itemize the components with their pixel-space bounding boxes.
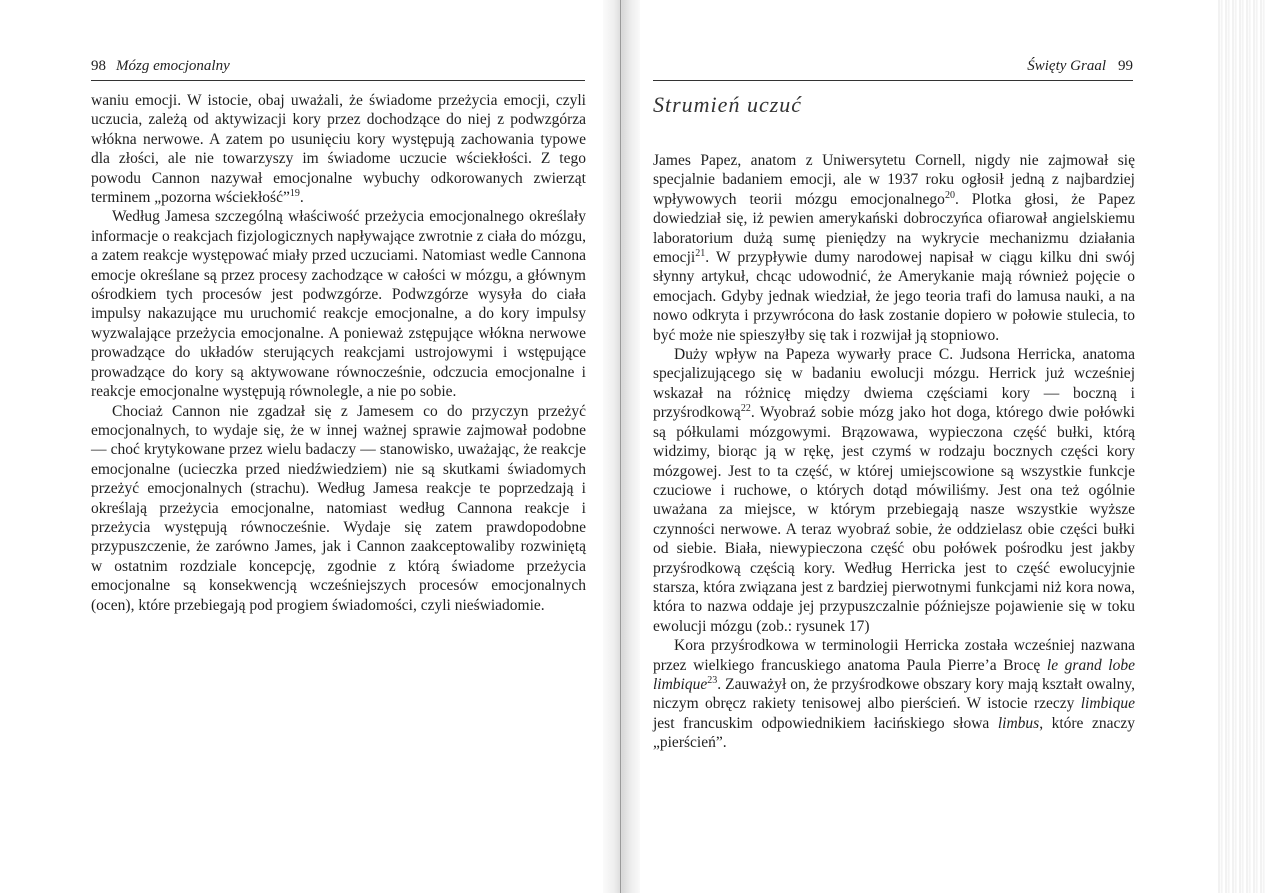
right-page-number: 99: [1118, 58, 1133, 74]
left-body-text: [91, 91, 586, 615]
paragraph: Duży wpływ na Papeza wywarły prace C. Judsona Herricka, anatoma specjalizującego się w badaniu ewolucji mózgu. Herrick już wcześniej wskazał na różnicę między dwiema częściami kory — boczną i przyśrodkową$^{22}$. Wyobraź sobie mózg jako hot doga, którego dwie połówki są półkulami mózgowymi. Brązowawa, wypieczona część bułki, którą widzimy, biorąc ją w rękę, jest czymś w rodzaju bocznych części kory mózgowej. Jest to ta część, w której umiejscowione są wszystkie funkcje czuciowe i ruchowe, o których dotąd mówiliśmy. Jest ona też ogólnie uważana za miejsce, w którym przebiegają nasze wszystkie wyższe czynności nerwowe. A teraz wyobraź sobie, że oddzielasz obie części bułki od siebie. Biała, niewypieczona część obu połówek pośrodku jest jakby przyśrodkową częścią kory. Według Herricka jest to część ewolucyjnie starsza, która związana jest z bardziej pierwotnymi funkcjami niż kora nowa, która to nazwa oddaje jej przypuszczalnie późniejsze pojawienie się w toku ewolucji mózgu (zob.: rysunek 17): [653, 346, 1135, 635]
paragraph: Według Jamesa szczególną właściwość przeżycia emocjonalnego określały informacje o reakcjach fizjologicznych napływające zwrotnie z ciała do mózgu, a zatem reakcje występować miały przed uczuciami. Natomiast wedle Cannona emocje określane są przez procesy zachodzące w całości w mózgu, a głównym ośrodkiem tych procesów jest podwzgórze. Podwzgórze wysyła do ciała impulsy nakazujące mu uruchomić reakcje emocjonalne, a do kory impulsy wyzwalające przeżycia emocjonalne. A ponieważ zstępujące włókna nerwowe prowadzące do układów sterujących reakcjami ustrojowymi i wstępujące prowadzące do kory są aktywowane równocześnie, odczucia emocjonalne i reakcje emocjonalne występują równolegle, a nie po sobie.: [91, 208, 586, 401]
footnote-ref: 22: [740, 403, 751, 415]
right-running-head: Święty Graal: [1027, 58, 1106, 74]
footnote-ref: 23: [707, 674, 718, 686]
left-running-header: [91, 56, 585, 81]
left-page-number: 98: [91, 58, 106, 74]
paragraph: waniu emocji. W istocie, obaj uważali, że świadome przeżycia emocji, czyli uczucia, zależą od aktywizacji kory przez dochodzące do niej z podwzgórza włókna nerwowe. A zatem po usunięciu kory występują zachowania typowe dla złości, ale nie towarzyszy im świadome uczucie wściekłości. Z tego powodu Cannon nazywał emocjonalne wybuchy odkorowanych zwierząt terminem „pozorna wściekłość”$^{19}$.: [91, 92, 586, 207]
paragraph: Kora przyśrodkowa w terminologii Herricka została wcześniej nazwana przez wielkiego francuskiego anatoma Paula Pierre’a Brocę le grand lobe limbique$^{23}$. Zauważył on, że przyśrodkowe obszary kory mają kształt owalny, niczym obręcz rakiety tenisowej albo pierścień. W istocie rzeczy limbique jest francuskim odpowiednikiem łacińskiego słowa limbus, które znaczy „pierścień”.: [653, 637, 1135, 752]
right-running-header: [653, 56, 1133, 81]
footnote-ref: 19: [289, 187, 300, 199]
left-running-head: Mózg emocjonalny: [116, 58, 230, 74]
book-gutter: [603, 0, 640, 893]
right-body-text: [653, 151, 1135, 753]
section-title: Strumień uczuć: [653, 92, 803, 117]
gutter-fold-line: [620, 0, 621, 893]
footnote-ref: 20: [944, 189, 955, 201]
footnote-ref: 21: [695, 247, 706, 259]
left-page: [0, 0, 603, 893]
right-page: [640, 0, 1266, 893]
paragraph: James Papez, anatom z Uniwersytetu Cornell, nigdy nie zajmował się specjalnie badaniem emocji, ale w 1937 roku ogłosił jedną z najbardziej wpływowych teorii mózgu emocjonalnego$^{20}$. Plotka głosi, że Papez dowiedział się, iż pewien amerykański dobroczyńca ofiarował angielskiemu laboratorium dużą sumę pieniędzy na wykrycie mechanizmu działania emocji$^{21}$. W przypływie dumy narodowej napisał w ciągu kilku dni swój słynny artykuł, chcąc udowodnić, że Amerykanie mają również pojęcie o emocjach. Gdyby jednak wiedział, że jego teoria trafi do lamusa nauki, a na nowo odkryta i przywrócona do łask zostanie dopiero w połowie stulecia, to być może nie spieszyłby się tak i rozwijał ją stopniowo.: [653, 152, 1135, 344]
paragraph: Chociaż Cannon nie zgadzał się z Jamesem co do przyczyn przeżyć emocjonalnych, to wydaje się, że w innej ważnej sprawie zajmował podobne — choć krytykowane przez wielu badaczy — stanowisko, uważając, że reakcje emocjonalne (ucieczka przed niedźwiedziem) nie są skutkami świadomych przeżyć emocjonalnych (strachu). Według Jamesa reakcje te poprzedzają i określają przeżycia emocjonalne, natomiast według Cannona reakcje i przeżycia występują równocześnie. Wydaje się zatem prawdopodobne przypuszczenie, że zarówno James, jak i Cannon zaakceptowaliby rozwiniętą w ostatnim rozdziale koncepcję, zgodnie z którą świadome przeżycia emocjonalne są konsekwencją wcześniejszych procesów emocjonalnych (ocen), które przebiegają pod progiem świadomości, czyli nieświadomie.: [91, 402, 586, 614]
